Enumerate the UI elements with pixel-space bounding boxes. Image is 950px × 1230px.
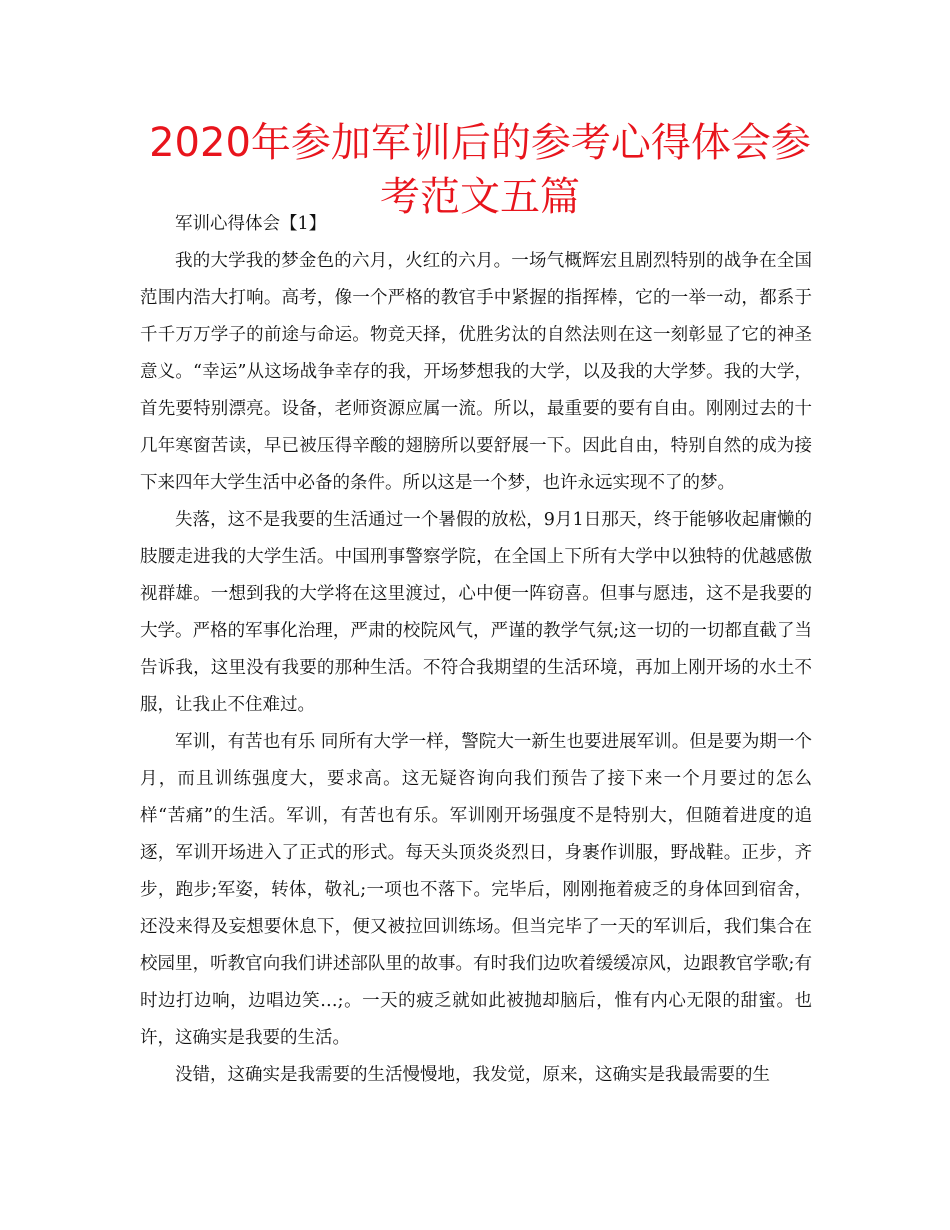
document-title: 2020年参加军训后的参考心得体会参考范文五篇 xyxy=(149,120,811,220)
paragraph: 我的大学我的梦金色的六月，火红的六月。一场气概辉宏且剧烈特别的战争在全国范围内浩大打响。高考，像一个严格的教官手中紧握的指挥棒，它的一举一动，都系于千千万万学子的前途与命运。物竞天择，优胜劣汰的自然法则在这一刻彰显了它的神圣意义。“幸运”从这场战争幸存的我，开场梦想我的大学，以及我的大学梦。我的大学，首先要特别漂亮。设备，老师资源应属一流。所以，最重要的要有自由。刚刚过去的十几年寒窗苦读，早已被压得辛酸的翅膀所以要舒展一下。因此自由，特别自然的成为接下来四年大学生活中必备的条件。所以这是一个梦，也许永远实现不了的梦。 xyxy=(140,251,812,493)
section-heading: 军训心得体会【1】 xyxy=(175,214,327,234)
paragraph: 失落，这不是我要的生活通过一个暑假的放松，9月1日那天，终于能够收起庸懒的肢腰走进我的大学生活。中国刑事警察学院，在全国上下所有大学中以独特的优越感傲视群雄。一想到我的大学将在这里渡过，心中便一阵窃喜。但事与愿违，这不是我要的大学。严格的军事化治理，严肃的校院风气，严谨的教学气氛;这一切的一切都直截了当告诉我，这里没有我要的那种生活。不符合我期望的生活环境，再加上刚开场的水土不服，让我止不住难过。 xyxy=(140,510,812,715)
document-body xyxy=(140,206,812,1094)
paragraph: 没错，这确实是我需要的生活慢慢地，我发觉，原来，这确实是我最需要的生 xyxy=(175,1065,770,1085)
paragraph: 军训，有苦也有乐 同所有大学一样，警院大一新生也要进展军训。但是要为期一个月，而且训练强度大，要求高。这无疑咨询向我们预告了接下来一个月要过的怎么样“苦痛”的生活。军训，有苦也有乐。军训刚开场强度不是特别大，但随着进度的追逐，军训开场进入了正式的形式。每天头顶炎炎烈日，身裹作训服，野战鞋。正步，齐步，跑步;军姿，转体，敬礼;一项也不落下。完毕后，刚刚拖着疲乏的身体回到宿舍，还没来得及妄想要休息下，便又被拉回训练场。但当完毕了一天的军训后，我们集合在校园里，听教官向我们讲述部队里的故事。有时我们边吹着缓缓凉风，边跟教官学歌;有时边打边响，边唱边笑…;。一天的疲乏就如此被抛却脑后，惟有内心无限的甜蜜。也许，这确实是我要的生活。 xyxy=(140,732,812,1048)
